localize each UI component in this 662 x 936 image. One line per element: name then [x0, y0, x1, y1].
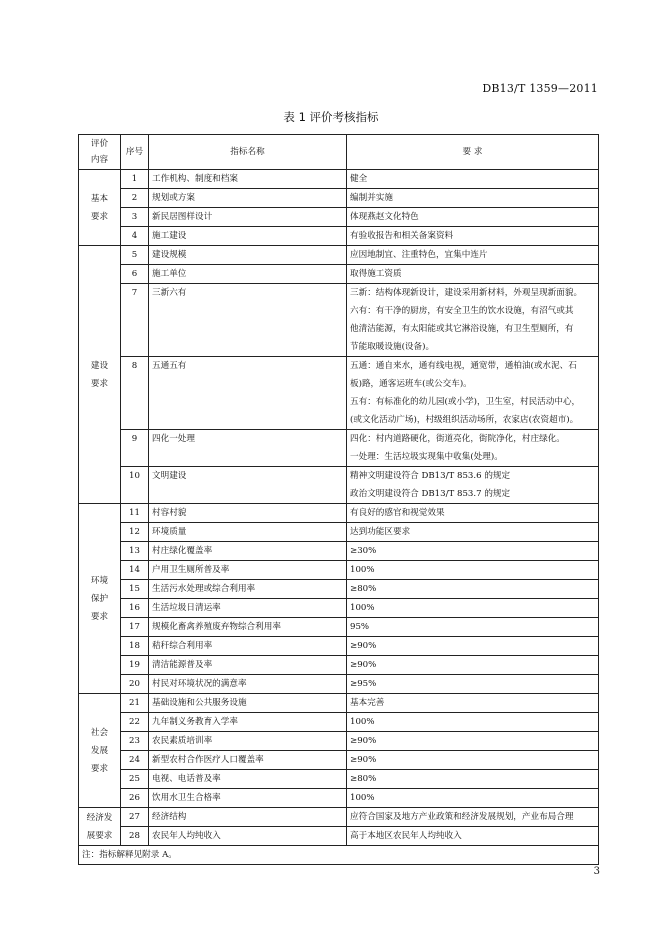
requirement-line: ≥30%	[350, 546, 377, 556]
evaluation-index-table	[78, 134, 599, 865]
seq-cell: 10	[121, 467, 149, 504]
index-name-cell: 经济结构	[149, 808, 347, 827]
seq-cell: 25	[121, 770, 149, 789]
index-name-cell: 三新六有	[149, 284, 347, 357]
index-name-cell: 生活污水处理或综合利用率	[149, 580, 347, 599]
requirement-cell	[347, 265, 599, 284]
table-row	[79, 618, 599, 637]
table-row	[79, 246, 599, 265]
index-name-cell: 村庄绿化覆盖率	[149, 542, 347, 561]
seq-cell: 6	[121, 265, 149, 284]
seq-cell: 2	[121, 189, 149, 208]
category-cell	[79, 808, 121, 846]
table-row	[79, 599, 599, 618]
category-cell	[79, 694, 121, 808]
index-name-cell: 基础设施和公共服务设施	[149, 694, 347, 713]
document-code: DB13/T 1359—2011	[482, 82, 598, 95]
index-name-cell: 农民素质培训率	[149, 732, 347, 751]
requirement-line: ≥90%	[350, 736, 377, 746]
requirement-line: 板)路，通客运班车(或公交车)。	[350, 379, 472, 389]
requirement-cell	[347, 357, 599, 430]
requirement-line: 他清洁能源，有太阳能或其它淋浴设施，有卫生型厕所，有	[350, 324, 574, 334]
index-name-cell: 五通五有	[149, 357, 347, 430]
requirement-cell	[347, 504, 599, 523]
requirement-line: ≥90%	[350, 755, 377, 765]
table-row	[79, 713, 599, 732]
category-line: 建设	[90, 360, 109, 371]
table-row	[79, 580, 599, 599]
requirement-line: 有良好的感官和视觉效果	[350, 508, 445, 518]
requirement-line: 高于本地区农民年人均纯收入	[350, 831, 462, 841]
index-name-cell: 户用卫生厕所普及率	[149, 561, 347, 580]
requirement-line: 100%	[350, 717, 375, 727]
index-name-cell: 新民居图样设计	[149, 208, 347, 227]
requirement-line: ≥95%	[350, 679, 377, 689]
table-row	[79, 208, 599, 227]
seq-cell: 27	[121, 808, 149, 827]
category-line: 要求	[90, 763, 109, 774]
requirement-line: 政治文明建设符合 DB13/T 853.7 的规定	[350, 489, 511, 499]
seq-cell: 17	[121, 618, 149, 637]
requirement-line: 基本完善	[350, 698, 385, 708]
table-row	[79, 694, 599, 713]
table-row	[79, 637, 599, 656]
requirement-cell	[347, 656, 599, 675]
seq-cell: 23	[121, 732, 149, 751]
seq-cell: 20	[121, 675, 149, 694]
category-line: 基本	[90, 193, 109, 204]
requirement-line: ≥90%	[350, 641, 377, 651]
requirement-cell	[347, 430, 599, 467]
requirement-line: (或文化活动广场)，村级组织活动场所，农家店(农资超市)。	[350, 415, 579, 425]
requirement-cell	[347, 284, 599, 357]
requirement-line: 95%	[350, 622, 370, 632]
requirement-cell	[347, 618, 599, 637]
table-row	[79, 265, 599, 284]
seq-cell: 26	[121, 789, 149, 808]
requirement-cell	[347, 170, 599, 189]
index-name-cell: 规模化畜禽养殖废弃物综合利用率	[149, 618, 347, 637]
table-row	[79, 284, 599, 357]
table-row	[79, 504, 599, 523]
requirement-line: ≥80%	[350, 584, 377, 594]
requirement-cell	[347, 208, 599, 227]
table-note: 注：指标解释见附录 A。	[79, 846, 599, 865]
requirement-line: ≥80%	[350, 774, 377, 784]
seq-cell: 8	[121, 357, 149, 430]
requirement-cell	[347, 827, 599, 846]
requirement-line: 100%	[350, 793, 375, 803]
table-note-row	[79, 846, 599, 865]
category-line: 要求	[90, 611, 109, 622]
table-row	[79, 827, 599, 846]
table-row	[79, 523, 599, 542]
requirement-cell	[347, 732, 599, 751]
seq-cell: 19	[121, 656, 149, 675]
category-line: 环境	[90, 575, 109, 586]
table-row	[79, 675, 599, 694]
header-name: 指标名称	[149, 135, 347, 170]
requirement-line: 五有：有标准化的幼儿园(或小学)，卫生室，村民活动中心，	[350, 397, 581, 407]
table-row	[79, 467, 599, 504]
category-cell	[79, 246, 121, 504]
seq-cell: 13	[121, 542, 149, 561]
table-row	[79, 808, 599, 827]
seq-cell: 4	[121, 227, 149, 246]
requirement-cell	[347, 770, 599, 789]
index-name-cell: 九年制义务教育入学率	[149, 713, 347, 732]
requirement-cell	[347, 675, 599, 694]
seq-cell: 5	[121, 246, 149, 265]
requirement-line: 应符合国家及地方产业政策和经济发展规划，产业布局合理	[350, 812, 574, 822]
index-name-cell: 四化一处理	[149, 430, 347, 467]
index-name-cell: 电视、电话普及率	[149, 770, 347, 789]
category-line: 经济发	[86, 812, 113, 823]
index-name-cell: 工作机构、制度和档案	[149, 170, 347, 189]
requirement-cell	[347, 789, 599, 808]
requirement-cell	[347, 637, 599, 656]
requirement-cell	[347, 694, 599, 713]
index-name-cell: 施工单位	[149, 265, 347, 284]
seq-cell: 7	[121, 284, 149, 357]
seq-cell: 28	[121, 827, 149, 846]
table-row	[79, 357, 599, 430]
requirement-line: 应因地制宜、注重特色，宜集中连片	[350, 250, 488, 260]
seq-cell: 21	[121, 694, 149, 713]
index-name-cell: 建设规模	[149, 246, 347, 265]
header-category	[79, 135, 121, 170]
requirement-cell	[347, 227, 599, 246]
requirement-cell	[347, 467, 599, 504]
seq-cell: 18	[121, 637, 149, 656]
requirement-line: 有验收报告和相关备案资料	[350, 231, 454, 241]
requirement-line: 100%	[350, 603, 375, 613]
table-row	[79, 430, 599, 467]
index-name-cell: 农民年人均纯收入	[149, 827, 347, 846]
requirement-cell	[347, 561, 599, 580]
table-row	[79, 656, 599, 675]
seq-cell: 22	[121, 713, 149, 732]
requirement-line: 体现燕赵文化特色	[350, 212, 419, 222]
index-name-cell: 新型农村合作医疗人口覆盖率	[149, 751, 347, 770]
table-row	[79, 561, 599, 580]
seq-cell: 12	[121, 523, 149, 542]
table-body	[79, 170, 599, 846]
category-line: 发展	[90, 745, 109, 756]
requirement-line: 取得施工资质	[350, 269, 402, 279]
category-line: 要求	[90, 378, 109, 389]
seq-cell: 16	[121, 599, 149, 618]
index-name-cell: 村民对环境状况的满意率	[149, 675, 347, 694]
requirement-cell	[347, 542, 599, 561]
category-cell	[79, 170, 121, 246]
index-name-cell: 饮用水卫生合格率	[149, 789, 347, 808]
header-category-line: 评价	[90, 139, 109, 149]
index-name-cell: 环境质量	[149, 523, 347, 542]
table-row	[79, 770, 599, 789]
index-name-cell: 文明建设	[149, 467, 347, 504]
requirement-cell	[347, 189, 599, 208]
requirement-line: ≥90%	[350, 660, 377, 670]
category-cell	[79, 504, 121, 694]
index-name-cell: 清洁能源普及率	[149, 656, 347, 675]
seq-cell: 3	[121, 208, 149, 227]
requirement-line: 健全	[350, 174, 368, 184]
table-header-row	[79, 135, 599, 170]
index-name-cell: 规划或方案	[149, 189, 347, 208]
category-line: 保护	[90, 593, 109, 604]
requirement-line: 一处理：生活垃圾实现集中收集(处理)。	[350, 452, 503, 462]
seq-cell: 9	[121, 430, 149, 467]
requirement-line: 五通：通自来水，通有线电视，通宽带，通柏油(或水泥、石	[350, 361, 577, 371]
requirement-line: 六有：有干净的厨房，有安全卫生的饮水设施，有沼气或其	[350, 306, 574, 316]
seq-cell: 1	[121, 170, 149, 189]
category-line: 展要求	[86, 830, 113, 841]
category-line: 要求	[90, 211, 109, 222]
table-row	[79, 227, 599, 246]
table-row	[79, 542, 599, 561]
index-name-cell: 秸秆综合利用率	[149, 637, 347, 656]
requirement-line: 100%	[350, 565, 375, 575]
requirement-cell	[347, 713, 599, 732]
table-row	[79, 189, 599, 208]
table-title: 表 1 评价考核指标	[283, 110, 379, 124]
seq-cell: 15	[121, 580, 149, 599]
seq-cell: 24	[121, 751, 149, 770]
requirement-line: 编制并实施	[350, 193, 393, 203]
category-line: 社会	[90, 727, 109, 738]
index-name-cell: 村容村貌	[149, 504, 347, 523]
requirement-cell	[347, 808, 599, 827]
table-row	[79, 170, 599, 189]
seq-cell: 14	[121, 561, 149, 580]
index-name-cell: 生活垃圾日清运率	[149, 599, 347, 618]
requirement-line: 达到功能区要求	[350, 527, 411, 537]
requirement-line: 四化：村内道路硬化，街道亮化，街院净化，村庄绿化。	[350, 434, 565, 444]
page-number: 3	[593, 866, 600, 877]
requirement-cell	[347, 523, 599, 542]
requirement-line: 节能取暖设施(设备)。	[350, 342, 435, 352]
requirement-line: 三新：结构体现新设计，建设采用新材料，外观呈现新面貌。	[350, 288, 583, 298]
requirement-cell	[347, 580, 599, 599]
index-name-cell: 施工建设	[149, 227, 347, 246]
requirement-cell	[347, 751, 599, 770]
table-row	[79, 732, 599, 751]
seq-cell: 11	[121, 504, 149, 523]
requirement-cell	[347, 599, 599, 618]
header-category-line: 内容	[90, 155, 109, 165]
header-seq: 序号	[121, 135, 149, 170]
table-row	[79, 751, 599, 770]
requirement-line: 精神文明建设符合 DB13/T 853.6 的规定	[350, 471, 511, 481]
table-row	[79, 789, 599, 808]
requirement-cell	[347, 246, 599, 265]
header-requirement: 要 求	[347, 135, 599, 170]
